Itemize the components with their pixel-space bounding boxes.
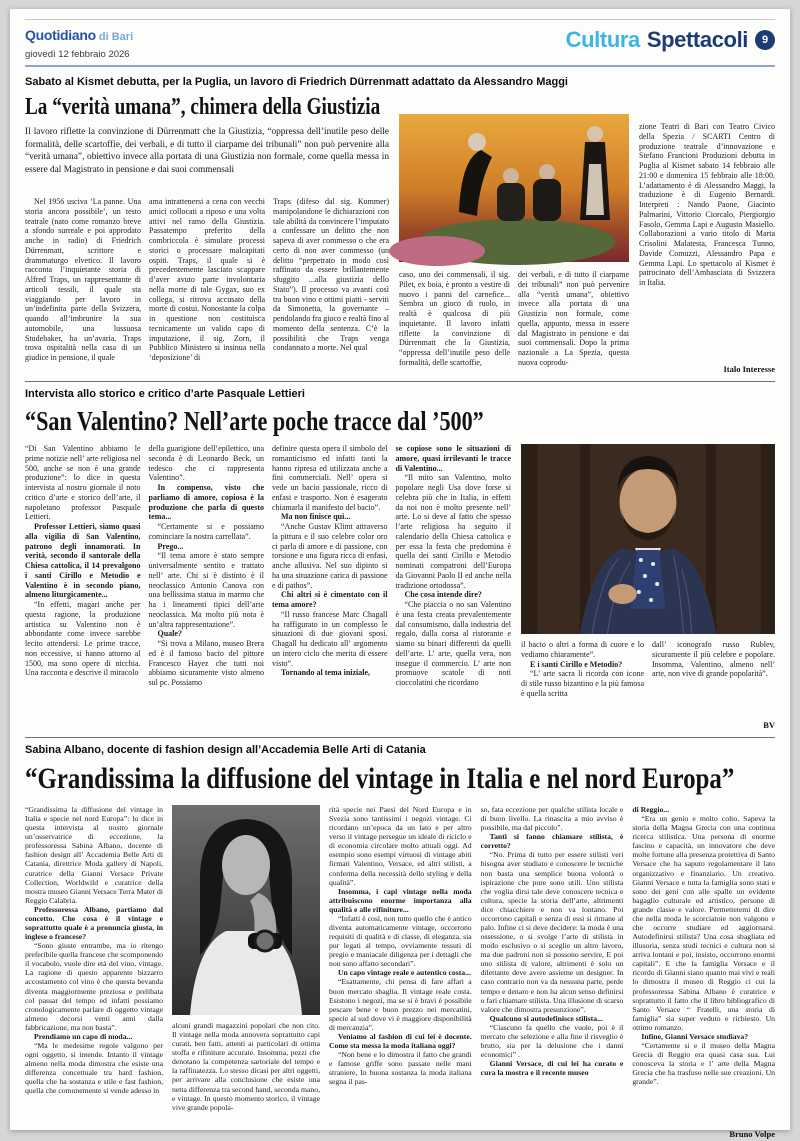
- article-3-headline: “Grandissima la diffusione del vintage in Italia e nel nord Europa”: [25, 762, 735, 795]
- body-paragraph: “Ma le medesime regole valgono per ogni oggetto, si intende. Intanto il vintage almeno nella moda dimostra che esiste una differenza concettuale tra hard fashion, quella che ha sostanza e stile e fast fashion, quella che comunemente si vende adesso in: [25, 1041, 163, 1096]
- article-1-giustizia: [25, 76, 775, 374]
- theater-scene-illustration: [399, 114, 629, 262]
- interview-question: Prendiamo un capo di moda...: [34, 1031, 133, 1041]
- body-paragraph: il bacio o altri a forma di cuore e lo vediamo chiaramente”.: [521, 640, 644, 659]
- body-paragraph: “Sono giuste entrambe, ma io ritengo preferibile quella francese che scomponendo il vocabolo, vuole dire età del vino, vintage. La ragione di questo apparente bizzarro accostamento col vino è che questa bevanda diventa maggiormente preziosa e prelibata col passar del tempo ed infatti possiamo cronologicamente parlare di oggetto vintage almeno decorsi venti anni dalla fabbricazione, ma non basta”.: [25, 941, 163, 1032]
- body-paragraph: “Certamente si e il museo della Magna Grecia di Reggio era quasi casa sua. Lui conosceva la storia e l’ arte della Magna Grecia che ha trasfuso nelle sue creazioni. Un grande”.: [632, 1041, 775, 1087]
- article-2-column-5: [521, 640, 644, 717]
- man-portrait-illustration: [521, 444, 775, 634]
- article-3-column-1: [25, 805, 163, 1139]
- body-paragraph: “No. Prima di tutto per essere stilisti veri bisogna aver studiato e conoscere le tecniche non basta una semplice buona volontà o ispirazione che pure sono utili. Uno stilista che voglia dirsi tale deve conoscere tecnica e cultura, specie la storia dell’arte, altrimenti dice chiacchiere e non va lontano. Poi occorrono capitali e senza di essi si rimane al palo. Infine ci si deve decidere: la moda è una ossessione, o si svolge l’arte di stilista in modo esclusivo o si sceglie un altro lavoro, ma due padroni non si possono servire, E poi uno stilista di valore, altrimenti è solo un dilettante deve avere assieme un designer. In caso contrario non va da nessuna parte, perde tempo e denaro e non ha alcun senso definirsi o fari chiamare stilista. Una illusione di scarso valore che dimostra presunzione”.: [480, 850, 624, 1014]
- logo-subtitle: di Bari: [98, 31, 134, 43]
- interview-question: Qualcuno si autodefinisce stilista...: [489, 1013, 603, 1023]
- body-paragraph: “Infatti è così, non tutto quello che è antico diventa automaticamente vintage, occorrono requisiti di qualità e di classe, di eleganza, sia pur legati al tempo, ovviamente tessuti di pregio e maniacale diligenza per i dettagli che non sono affatto secondari”.: [329, 913, 472, 969]
- body-paragraph: “Il mito san Valentino, molto popolare negli Usa dove forse si celebra più che in Italia, in effetti da noi non è molto presente nell’ arte. Lo si deve al fatto che spesso l’arte religiosa ha seguito il calendario della Chiesa cattolica e per essa la festa che predomina è quella dei santi Cirillo e Metodio nominati compatroni dell’Europa da Giovanni Paolo II ed anche nella tradizione ortodossa”.: [395, 473, 511, 590]
- article-1-body: [25, 92, 775, 374]
- edition-date: giovedì 12 febbraio 2026: [25, 49, 130, 60]
- body-paragraph: “Grandissima la diffusione del vintage in Italia e specie nel nord Europa”: lo dice in questa intervista al nostro giornale un’osservatrice di eccezione, la professoressa Sabina Albano, docente di fashion design all’ Accademia Belle Arti di Catania, direttrice Moda gallery di Napoli, curatrice della Gianni Versace Private Collection, Worldwild e curatrice della mostra museo Gianni Versace Terra Mater di Reggio Calabria.: [25, 805, 163, 905]
- body-paragraph: “Che piaccia o no san Valentino è una festa creata prevalentemente dal consumismo, dalla industria del regalo, dalla corsa al ristorante e siamo su binari differenti da quelli dell’arte. L’ arte, quella vera, non insegue il commercio. L’ arte non promuove scatole di noti cioccolatini che ricordano: [395, 600, 511, 687]
- article-1-column-2: [149, 197, 265, 374]
- article-1-kicker: Sabato al Kismet debutta, per la Puglia, un lavoro di Friedrich Dürrenmatt adattato da Alessandro Maggi: [25, 76, 568, 88]
- article-2-columns-under-photo: [521, 640, 775, 717]
- interview-question: Che cosa intende dire?: [404, 590, 482, 600]
- article-1-column-3: [273, 197, 389, 374]
- interview-question: Veniamo al fashion di cui lei è docente. Come sta messa la moda italiana oggi?: [329, 1031, 472, 1051]
- masthead-rule: [25, 65, 775, 67]
- article-3-column-2-block: [172, 805, 320, 1139]
- section-name-cultura: Cultura: [565, 27, 640, 52]
- article-separator: [25, 381, 775, 382]
- body-paragraph: “Anche Gustav Klimt attraverso la pittura e il suo celebre color oro ci parla di amore e di passione, con torsione e una figura ricca di enfasi, anche allusiva. Nel suo dipinto si ha una situazione carica di passione e di pathos”.: [272, 522, 388, 590]
- body-paragraph: “Ciascuno fa quello che vuole, poi è il mercato che selezione e alla fine il risveglio è brutto, sia per la delusione che i danni economici” .: [480, 1022, 624, 1060]
- body-paragraph: alcuni grandi magazzini popolari che non cito. Il vintage nella moda annovera soprattutto capi curati, ben fatti, attenti ai particolari di ottima stoffa e rifiniture accurate. Insomma, pezzi che denotano la competenza sartoriale del tempo e la raffinatezza. Lo stesso dicasi per altri oggetti, per arrivare alla conclusione che esiste una netta differenza tra second hand, seconda mano, e vintage. In questo momento storico, il vintage vive grande popola-: [172, 1021, 320, 1112]
- article-1-byline: Italo Interesse: [723, 364, 775, 374]
- body-paragraph: “L’ arte sacra li ricorda con icone di stile russo bizantino e la più famosa è quella scritta: [521, 669, 644, 698]
- interview-question: Insomma, i capi vintage nella moda attribuiscono enorme importanza alla qualità e alle rifiniture...: [329, 886, 472, 914]
- page-number-badge: 9: [755, 30, 775, 50]
- article-2-headline: “San Valentino? Nell’arte poche tracce dal ’500”: [25, 406, 484, 436]
- article-separator: [25, 737, 775, 738]
- pasquale-lettieri-portrait-photo: [521, 444, 775, 634]
- article-1-middle-block: [399, 92, 629, 374]
- article-2-column-1: [25, 444, 141, 730]
- article-1-column-6: [639, 122, 775, 361]
- interview-question: Infine, Gianni Versace studiava?: [641, 1031, 749, 1041]
- section-header: [566, 27, 775, 53]
- masthead-left: [25, 27, 133, 60]
- interview-question: Tornando al tema iniziale,: [281, 668, 371, 678]
- interview-question: Tanti si fanno chiamare stilista, è corretto?: [480, 832, 624, 851]
- article-2-columns-left: [25, 444, 511, 730]
- interview-question: Professor Lettieri, siamo quasi alla vigilia di San Valentino, patrono degli innamorati. In verità, secondo il santorale della Chiesa cattolica, il 14 prevalgono i santi Cirillo e Metodio e Valentino è in secondo piano, almeno liturgicamente...: [25, 522, 141, 600]
- body-paragraph: rità specie nei Paesi del Nord Europa e in Svezia sono tantissimi i negozi vintage. Ci ricordano un’epoca da un lato e per altro verso il vintage persegue un ideale di riciclo e di economia circolare molto attuali oggi. Ad esempio sono esempi virtuosi di vintage abiti firmati Valentino, Versace, ed altri stilisti, a conferma della necessità dello styling e della qualità”.: [329, 805, 472, 887]
- interview-question: Un capo vintage reale e autentico costa...: [338, 968, 471, 978]
- interview-question: di Reggio...: [632, 805, 670, 814]
- article-1-column-1: [25, 197, 141, 374]
- article-3-column-2: [172, 1021, 320, 1139]
- woman-portrait-illustration: [172, 805, 320, 1015]
- article-3-column-3: [329, 805, 472, 1139]
- article-2-left-block: [25, 444, 511, 730]
- article-1-headline: La “verità umana”, chimera della Giustizia: [25, 94, 381, 120]
- interview-question: Chi altri si è cimentato con il tema amore?: [272, 590, 388, 609]
- article-1-columns-under-photo: [399, 270, 629, 374]
- interview-question: In compenso, visto che parliamo di amore, copiosa è la produzione che parla di questo tema...: [148, 483, 264, 522]
- sabina-albano-portrait-photo: [172, 805, 320, 1015]
- article-2-column-4: [396, 444, 512, 730]
- body-paragraph: Traps (difeso dal sig. Kummer) manipolandone le dichiarazioni con tale abilità da convincere l’imputato a confessare un delitto che non sapeva di aver commesso o che era certo di non aver commesso (un delitto “perpetrato in modo così raffinato da essere brillantemente sfuggito ...alla giustizia dello Stato”). Il processo va avanti così tra buon vino e ottimi piatti - serviti da Simonetta, la governante – pendolando fra gioco e realtà fino al momento della sentenza. C’è la possibilità che Traps venga condannato a morte. Nel qual: [273, 197, 389, 353]
- article-1-standfirst: Il lavoro riflette la convinzione di Dürrenmatt che la Giustizia, “oppressa dell’inutile peso delle formalità, delle scartoffie, dei verbali, e di tutto il ciarpame dei tribunali” non può pervenire alla “verità umana”, obiettivo invece alla portata di una Giustizia non formale, come quella messa in essere dal Magistrato in pensione e dai suoi commensali: [25, 127, 389, 175]
- interview-question: Professoressa Albano, partiamo dal concetto. Che cosa è il vintage e soprattutto quale è a pronuncia giusta, in inglese o francese?: [25, 904, 163, 942]
- body-paragraph: Nel 1956 usciva ‘La panne. Una storia ancora possibile’, un testo teatrale (nato come romanzo breve a sfondo surreale e poi approdato anche in radio) di Friedrich Dürrenmatt, scrittore e drammaturgo elvetico. Il lavoro racconta l’inquietante storia di Alfred Traps, un rappresentante di articoli tessili, il quale sta viaggiando per lavoro in un’indefinita parte della Svizzera, quando all’imbrunire la sua automobile, una lussuosa Studebaker, ha un’avaria. Traps trova ospitalità nella casa di un giudice in pensione, il quale: [25, 197, 141, 362]
- interview-question: se copiose sono le situazioni di amore, quasi irrilevanti le tracce di Valentino...: [395, 444, 511, 473]
- body-paragraph: “Era un genio e molto colto. Sapeva la storia della Magna Grecia con una continua ricerca stilistica. Una persona di enorme fascino e capacità, un innovatore che deve molte fortune alla presenza protettiva di Santo Versace che ha saputo regolamentare il lato organizzativo e finanziario. Un creativo. Gianni Versace e tutta la famiglia sono stati e sono dei geni con alle spalle un evidente bagaglio culturale ed artistico, persone di grande classe e valore. Permettetemi di dire che nella moda le scorciatoie non valgono e che occorre studiare ed aggiornarsi. Autodefinirsi stilista? Una cosa sbagliata ed illusoria, senza studi tecnici e cultura non si arriva lontani e poi, insisto, occorrono enormi capitali”. E che la famiglia Versace e il ricordo di Gianni siano quanto mai vivi e reali lo dimostra il museo di Reggio ci cui la professoressa Sabina Albano è curatrice e soprattutto il fatto che il libro bibliografico di Santo Versace “ Fratelli, una storia di famiglia” sia super veduto e richiesto. Un ottimo romanzo.: [632, 814, 775, 1032]
- logo-title: Quotidiano: [25, 27, 96, 43]
- newspaper-page: [10, 9, 790, 1139]
- body-paragraph: “Esattamente, chi pensa di fare affari a buon mercato sbaglia. Il vintage reale costa. Esistono i negozi, ma se si è bravi è possibile pescare bene e buon prezzo nei mercatini, specie al sud dove vi è maggiore disponibilità di mercanzia”.: [329, 977, 472, 1032]
- section-name-spettacoli: Spettacoli: [646, 27, 748, 52]
- interview-question: Ma non finisce qui...: [281, 512, 351, 522]
- article-1-columns-left: [25, 197, 389, 374]
- article-3-kicker: Sabina Albano, docente di fashion design all’Accademia Belle Arti di Catania: [25, 744, 426, 756]
- theater-scene-photo: [399, 114, 629, 262]
- article-3-column-4: [481, 805, 624, 1139]
- article-1-column-5: [518, 270, 629, 374]
- body-paragraph: “In effetti, magari anche per questa ragione, la produzione artistica su Valentino non è abbondante come invece sarebbe lecito attendersi. Le prime tracce, non eccessive, si hanno attorno al 1500, ma sono opere di nicchia. Una racconta e descrive il miracolo: [25, 600, 141, 678]
- body-paragraph: zione Teatri di Bari con Teatro Civico della Spezia / SCARTI Centro di produzione teatrale d’innovazione e Stefano Francioni Produzioni debutta in Puglia al Kismet sabato 14 febbraio alle 21:00 e domenica 15 febbraio alle 18:00. L’adattamento è di Alessandro Maggi, la traduzione è di Eugenio Bernardi. Interpreti : Nando Paone, Giacinto Palmarini, Vittorio Ciorcalo, Piergiorgio Fasolo, Gemma Lapi e Augusto Masiello. Collaborazioni a vario titolo di Marta Crisolini Malatesta, Francesca Tunno, Davide Comuzzi, Alessandro Papa e Gemma Lapi. Lo spettacolo al Kismet è patrocinato dell’Ambasciata di Svizzera in Italia.: [639, 122, 775, 287]
- article-2-right-block: [521, 444, 775, 730]
- top-rule: [25, 19, 775, 20]
- article-1-column-4: [399, 270, 510, 374]
- article-2-column-2: [149, 444, 265, 730]
- masthead: [25, 27, 775, 59]
- article-3-byline: Bruno Volpe: [729, 1129, 775, 1139]
- article-2-column-3: [272, 444, 388, 730]
- body-paragraph: della guarigione dell’epilettico, una seconda è di Leonardo Beck, un tedesco che ci rappresenta Valentino”.: [148, 444, 264, 483]
- body-paragraph: caso, uno dei commensali, il sig. Pilet, ex boia, è pronto a vestire di nuovo i panni del carnefice... Sembra un gioco di ruolo, in realtà è qualcosa di più inquietante. Il lavoro infatti riflette la convinzione di Dürrenmatt che la Giustizia, “oppressa dell’inutile peso delle formalità, delle scartoffie,: [399, 270, 510, 367]
- body-paragraph: dei verbali, e di tutto il ciarpame dei tribunali” non può pervenire alla “verità umana”, obiettivo invece alla portata di una Giustizia non formale, come quella, appunto, messa in essere dal Magistrato in pensione e dai suoi commensali. Dopo la prima nazionale a La Spezia, questa nuova coprodu-: [518, 270, 629, 367]
- article-1-left-block: [25, 92, 389, 374]
- article-3-body: [25, 805, 775, 1139]
- body-paragraph: “Certamente si e possiamo cominciare la nostra carrellata”.: [148, 522, 264, 541]
- body-paragraph: definire questa opera il simbolo del romanticismo ed infatti tanti la hanno ripresa ed utilizzata anche a fini commerciali. Nell’ opera si vede un bacio passionale, ricco di enfasi e trasporto. Non è esagerato chiamarla il manifesto del bacio”.: [272, 444, 388, 512]
- body-paragraph: dall’ iconografo russo Rublev, sicuramente il più celebre e popolare. Insomma, Valentino, almeno nell’ arte, non vive di grande popolarità”.: [652, 640, 775, 679]
- article-2-san-valentino: [25, 388, 775, 730]
- article-2-body: [25, 444, 775, 730]
- body-paragraph: ama intrattenersi a cena con vecchi amici collocati a riposo e una volta attivi nel ramo della Giustizia. Passatempo preferito della combriccola è simulare processi storici o processare malcapitati ospiti. Traps, il quale si è precedentemente lasciato scappare d’aver avuto parte involontaria nella morte di tale Gygax, suo ex collega, si ritrova accusato della morte di costui. Nonostante la colpa in questione non costituisca tecnicamente un valido capo di imputazione, il sig. Zorn, il Pubblico Ministero si insinua nella ‘deposizione’ di: [149, 197, 265, 362]
- interview-question: E i santi Cirillo e Metodio?: [530, 659, 623, 669]
- interview-question: Quale?: [157, 629, 182, 639]
- interview-question: Gianni Versace, di cui lei ha curato e cura la mostra e il recente museo: [480, 1059, 624, 1078]
- body-paragraph: “Di San Valentino abbiamo le prime notizie nell’ arte religiosa nel 500, anche se non è una grande produzione”: lo dice in questa intervista al nostro giornale il noto critico d’arte e storico dell’arte, il napoletano professor Pasquale Lettieri.: [25, 444, 141, 522]
- article-2-column-6: [652, 640, 775, 717]
- newspaper-logo: [25, 27, 133, 45]
- article-1-right-block: [639, 92, 775, 374]
- body-paragraph: “Non bene e lo dimostra il fatto che grandi e famose griffe sono passate nelle mani straniere, In buona sostanza la moda italiana segna il pas-: [329, 1050, 472, 1087]
- interview-question: Prego...: [157, 541, 184, 551]
- body-paragraph: so, fata eccezione per qualche stilista locale e di buon livello. La rinascita a mio avviso è possibile, ma dal piccolo”.: [480, 805, 624, 833]
- body-paragraph: “Si trova a Milano, museo Brera ed è il famoso bacio del pittore Francesco Hayez che tutti noi abbiamo sicuramente visto almeno sul pc. Possiamo: [148, 639, 264, 687]
- article-2-kicker: Intervista allo storico e critico d’arte Pasquale Lettieri: [25, 388, 305, 400]
- article-2-byline: BV: [763, 720, 775, 730]
- body-paragraph: “Il russo francese Marc Chagall ha raffigurato in un complesso le situazioni di due giovani sposi. Chagall ha dedicato all’ argomento un intero ciclo che merita di essere visto”.: [272, 609, 388, 668]
- article-3-column-5: [632, 805, 775, 1126]
- article-3-column-5-block: [632, 805, 775, 1139]
- body-paragraph: “Il tema amore è stato sempre universalmente sentito e trattato nell’ arte. Chi si è distinto è il neoclassico Antonio Canova con una bellissima statua in marmo che ha i lineamenti tipici dell’arte neoclassica. Ma molto più nota è un’altra rappresentazione”.: [148, 551, 264, 629]
- article-3-vintage: [25, 744, 775, 1139]
